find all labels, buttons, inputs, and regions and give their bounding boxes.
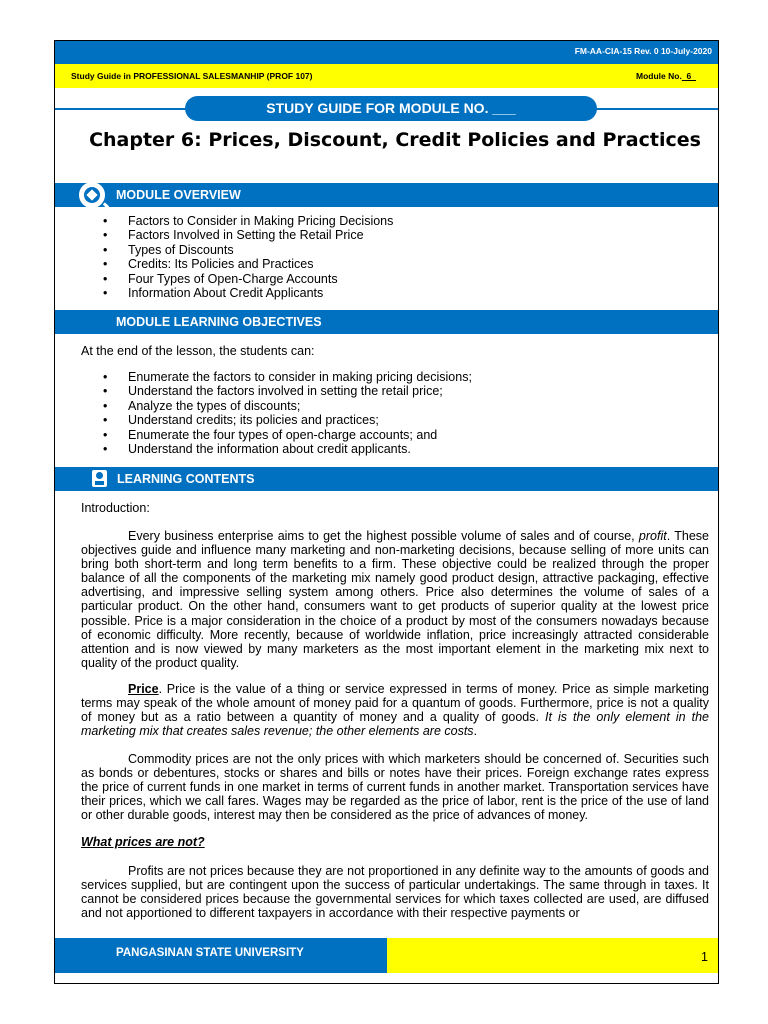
what-prices-are-not-heading: What prices are not? bbox=[81, 835, 205, 849]
list-item: • Types of Discounts bbox=[103, 243, 393, 257]
list-item: • Factors to Consider in Making Pricing Decisions bbox=[103, 214, 393, 228]
objectives-list bbox=[103, 370, 472, 456]
profit-term: profit bbox=[638, 529, 667, 543]
paragraph-price bbox=[81, 682, 709, 738]
university-name: PANGASINAN STATE UNIVERSITY bbox=[116, 947, 304, 959]
intro-text: Every business enterprise aims to get the highest possible volume of sales and of course, bbox=[128, 529, 639, 543]
list-item: • Four Types of Open-Charge Accounts bbox=[103, 272, 393, 286]
list-item: • Enumerate the factors to consider in making pricing decisions; bbox=[103, 370, 472, 384]
module-pill: STUDY GUIDE FOR MODULE NO. ___ bbox=[185, 96, 597, 121]
list-item: • Understand the information about credit applicants. bbox=[103, 442, 472, 456]
price-definition: . Price is the value of a thing or service expressed in terms of money. Price as simple marketing terms may speak of the whole amount of money paid for a quantum of goods. Furthermore, price is not a quality of money but as a ratio between a quantity of money and a quality of goods. bbox=[81, 682, 709, 725]
paragraph-profits: Profits are not prices because they are not proportioned in any definite way to the amounts of goods and services supplied, but are contingent upon the success of particular undertakings. The same through in taxes. It cannot be considered prices because the governmental services for which taxes collected are used, are diffused and not apportioned to different taxpayers in accordance with their respective payments or bbox=[81, 864, 709, 921]
paragraph-commodity: Commodity prices are not the only prices with which marketers should be concerned of. Securities such as bonds or debentures, stocks or shares and bills or notes have their prices. Foreign exchange rates express the price of current funds in one market in terms of current funds in another market. Transportation services have their prices, which we call fares. Wages may be regarded as the price of labor, rent is the price of the use of land or other durable goods, interest may then be considered as the price of advances of money. bbox=[81, 752, 709, 823]
price-end: . bbox=[473, 724, 478, 739]
search-icon bbox=[79, 182, 105, 208]
objectives-intro: At the end of the lesson, the students can: bbox=[81, 344, 315, 358]
module-label: Module No. bbox=[636, 71, 682, 81]
course-bar bbox=[55, 64, 718, 88]
learning-objectives-heading: MODULE LEARNING OBJECTIVES bbox=[116, 315, 322, 329]
module-number bbox=[636, 71, 696, 81]
price-term: Price bbox=[128, 682, 159, 696]
footer-university-bar bbox=[55, 938, 387, 973]
intro-text-rest: . These objectives guide and influence many marketing and non-marketing decisions, because selling of more units can bring both short-term and long term benefits to a firm. These objective could be realized through the proper balance of all the components of the marketing mix namely good product design, attractive packaging, effective advertising, and impressive selling system among others. Price also determines the volume of sales of a particular product. On the other hand, consumers want to get products of superior quality at the lowest price possible. Price is a major consideration in the choice of a product by most of the consumers nowadays because of economic difficulty. More recently, because of worldwide inflation, price increasingly attracted considerable attention and is now viewed by many marketers as the most important element in the marketing mix next to quality of the product quality. bbox=[81, 529, 709, 670]
learning-contents-heading: LEARNING CONTENTS bbox=[117, 472, 255, 486]
module-overview-heading: MODULE OVERVIEW bbox=[116, 188, 241, 202]
study-guide-page bbox=[54, 40, 719, 984]
price-emphasis: It is the only element in the marketing mix that creates sales revenue; the other elements are costs bbox=[81, 710, 709, 739]
paragraph-intro bbox=[81, 529, 709, 670]
list-item: • Information About Credit Applicants bbox=[103, 286, 393, 300]
chapter-title: Chapter 6: Prices, Discount, Credit Policies and Practices bbox=[89, 129, 701, 151]
list-item: • Analyze the types of discounts; bbox=[103, 399, 472, 413]
form-code: FM-AA-CIA-15 Rev. 0 10-July-2020 bbox=[574, 46, 712, 56]
footer-page-bar bbox=[387, 938, 718, 973]
list-item: • Enumerate the four types of open-charge accounts; and bbox=[103, 428, 472, 442]
page-number: 1 bbox=[701, 950, 708, 964]
list-item: • Understand the factors involved in setting the retail price; bbox=[103, 384, 472, 398]
module-number-value: 6 bbox=[681, 71, 696, 81]
list-item: • Credits: Its Policies and Practices bbox=[103, 257, 393, 271]
list-item: • Understand credits; its policies and practices; bbox=[103, 413, 472, 427]
intro-label: Introduction: bbox=[81, 501, 150, 515]
reader-icon bbox=[92, 470, 107, 487]
learning-objectives-bar bbox=[55, 310, 718, 334]
learning-contents-bar bbox=[55, 467, 718, 491]
list-item: • Factors Involved in Setting the Retail Price bbox=[103, 228, 393, 242]
header-bar bbox=[55, 41, 718, 64]
guide-title: Study Guide in PROFESSIONAL SALESMANHIP (PROF 107) bbox=[71, 71, 313, 81]
overview-list bbox=[103, 214, 393, 300]
module-overview-bar bbox=[55, 183, 718, 207]
